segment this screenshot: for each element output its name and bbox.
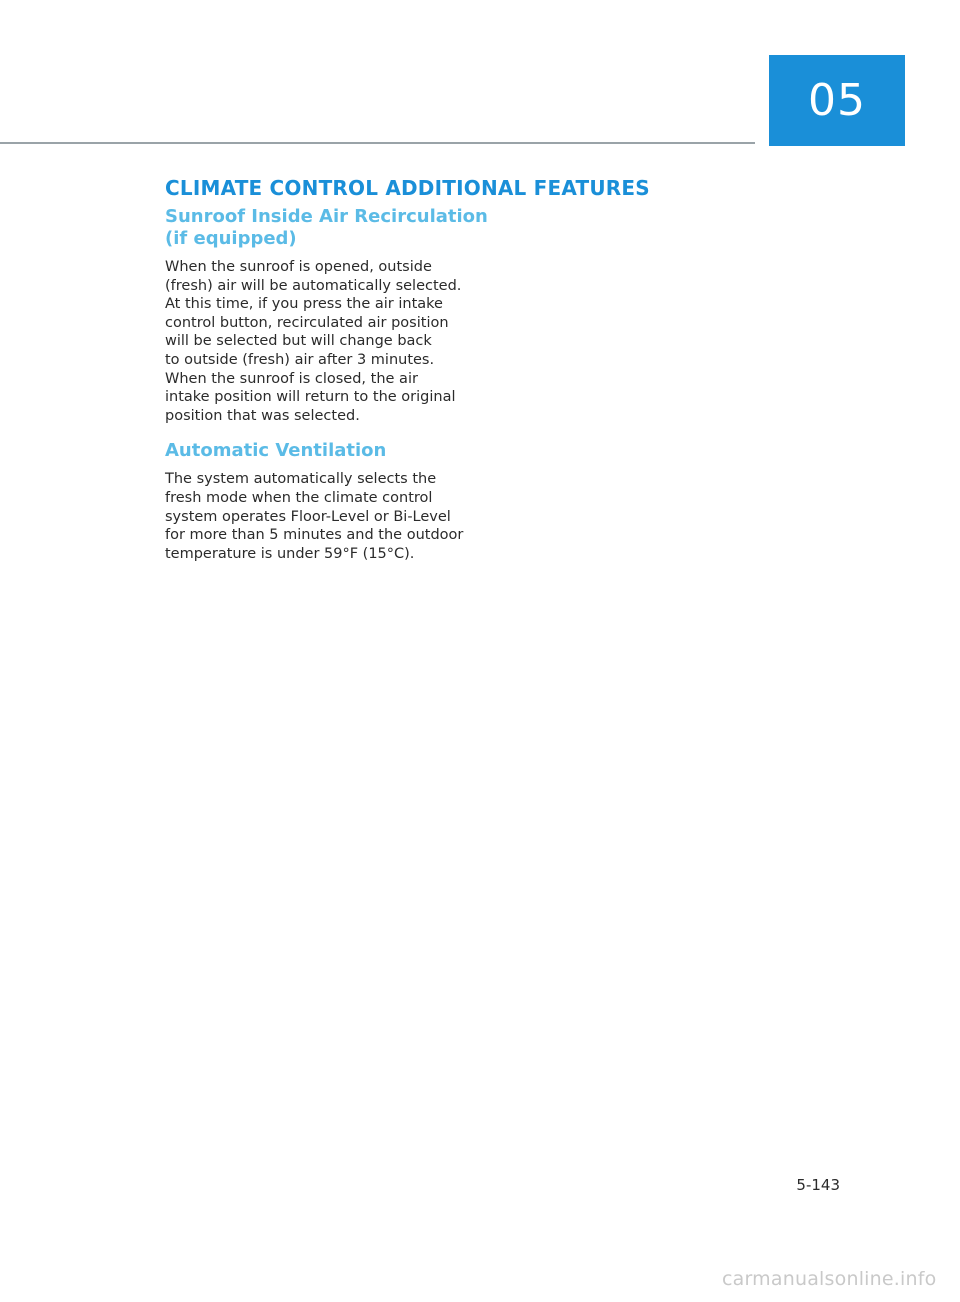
chapter-number: 05 [808,75,866,126]
text-line: temperature is under 59°F (15°C). [165,545,415,562]
text-line: When the sunroof is opened, outside [165,259,432,275]
text-line: intake position will return to the original [165,389,456,406]
section-spacer [165,425,495,440]
ventilation-heading: Automatic Ventilation [165,440,387,462]
text-line: The system automatically selects the [165,471,437,488]
text-line: to outside (fresh) air after 3 minutes. [165,351,435,368]
sunroof-heading-line1: Sunroof Inside Air Recirculation [165,206,488,227]
ventilation-paragraph [165,470,495,563]
text-line: will be selected but will change back [165,333,432,350]
text-line: (fresh) air will be automatically selected. [165,277,462,294]
text-line: for more than 5 minutes and the outdoor [165,527,464,544]
header-divider [0,142,755,144]
text-line: fresh mode when the climate control [165,489,433,506]
text-line: control button, recirculated air position [165,314,449,331]
sunroof-heading-line2: (if equipped) [165,228,297,249]
chapter-tab [769,55,905,146]
main-content [165,176,650,563]
text-line: When the sunroof is closed, the air [165,370,418,387]
sunroof-heading [165,206,495,250]
text-line: At this time, if you press the air intake [165,296,443,313]
section-title: CLIMATE CONTROL ADDITIONAL FEATURES [165,176,650,200]
page-number: 5-143 [796,1176,840,1194]
watermark: carmanualsonline.info [722,1268,937,1290]
text-line: system operates Floor-Level or Bi-Level [165,508,451,525]
text-line: position that was selected. [165,407,360,424]
sunroof-paragraph [165,258,495,425]
